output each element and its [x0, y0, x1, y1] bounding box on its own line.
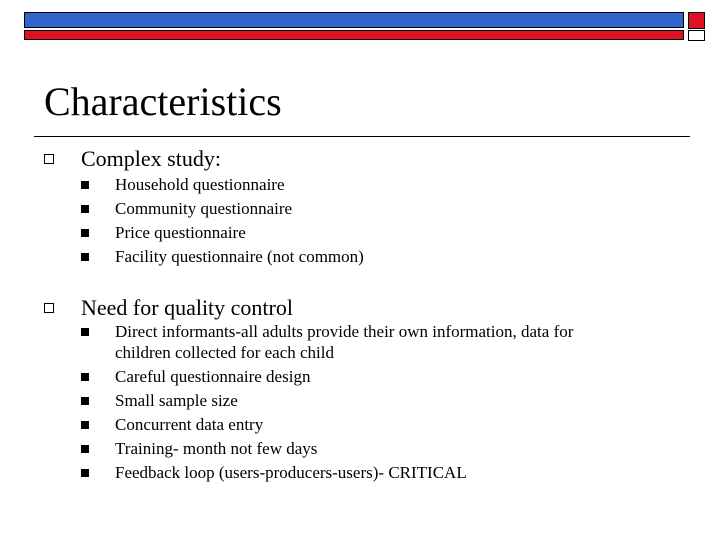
- title-divider: [34, 136, 690, 137]
- header-white-square: [688, 30, 705, 41]
- filled-square-icon: [81, 328, 89, 336]
- hollow-square-icon: [44, 154, 54, 164]
- filled-square-icon: [81, 469, 89, 477]
- list-item-text: Training- month not few days: [115, 439, 318, 458]
- list-item-text: children collected for each child: [115, 343, 334, 362]
- list-item-text: Concurrent data entry: [115, 415, 264, 434]
- hollow-square-icon: [44, 303, 54, 313]
- filled-square-icon: [81, 445, 89, 453]
- filled-square-icon: [81, 229, 89, 237]
- filled-square-icon: [81, 253, 89, 261]
- bullet-text: Complex study:: [81, 146, 221, 171]
- header-blue-bar: [24, 12, 684, 28]
- list-item-text: Careful questionnaire design: [115, 367, 311, 386]
- list-item-text: Community questionnaire: [115, 199, 293, 218]
- filled-square-icon: [81, 373, 89, 381]
- filled-square-icon: [81, 397, 89, 405]
- filled-square-icon: [81, 421, 89, 429]
- slide-title: Characteristics: [44, 79, 282, 124]
- header-red-square: [688, 12, 705, 29]
- list-item-text: Household questionnaire: [115, 175, 285, 194]
- filled-square-icon: [81, 205, 89, 213]
- list-item-text: Facility questionnaire (not common): [115, 247, 364, 266]
- list-item-text: Small sample size: [115, 391, 238, 410]
- list-item-text: Direct informants-all adults provide their own information, data for: [115, 322, 574, 341]
- list-item-text: Feedback loop (users-producers-users)- CRITICAL: [115, 463, 467, 482]
- header-red-bar: [24, 30, 684, 40]
- bullet-text: Need for quality control: [81, 295, 293, 320]
- list-item-text: Price questionnaire: [115, 223, 246, 242]
- filled-square-icon: [81, 181, 89, 189]
